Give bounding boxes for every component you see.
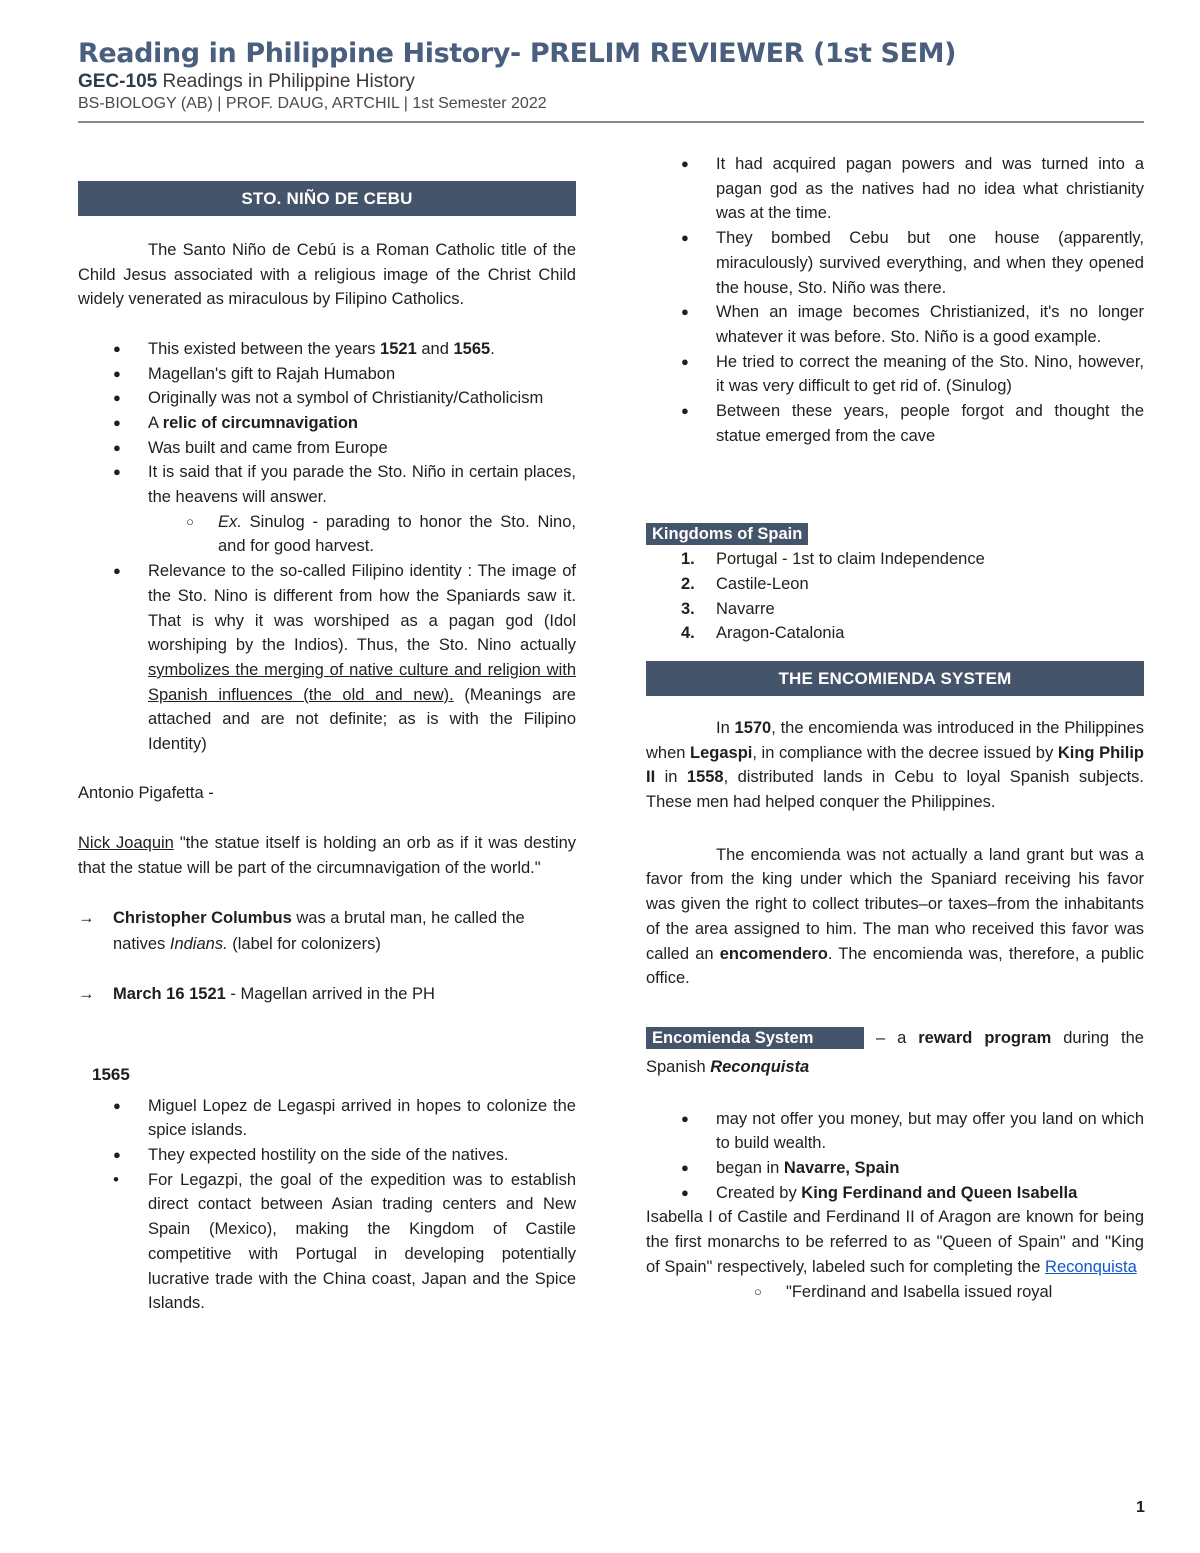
course-meta: BS-BIOLOGY (AB) | PROF. DAUG, ARTCHIL | 1st Semester 2022 (78, 95, 547, 112)
list-item: ● Between these years, people forgot and thought the statue emerged from the cave (646, 399, 1144, 448)
arrow-icon: → (78, 984, 95, 1003)
course-name: Readings in Philippine History (157, 71, 415, 92)
kingdom-number: 1. (681, 550, 695, 569)
year-heading-1565: 1565 (92, 1064, 130, 1084)
kingdom-number: 2. (681, 574, 695, 593)
royal-subbullet (646, 1280, 1144, 1305)
list-item: ● Originally was not a symbol of Christianity/Catholicism (78, 386, 576, 411)
kingdom-name: Castile-Leon (716, 574, 809, 593)
page-title: Reading in Philippine History- PRELIM REVIEWER (1st SEM) (78, 38, 957, 69)
header-divider (78, 121, 1144, 123)
reconquista-link[interactable]: Reconquista (1045, 1257, 1137, 1276)
section-heading-encomienda: THE ENCOMIENDA SYSTEM (646, 661, 1144, 696)
list-item: ● They expected hostility on the side of the natives. (78, 1143, 576, 1168)
nick-joaquin-quote: Nick Joaquin "the statue itself is holding an orb as if it was destiny that the statue will be part of the circumnavigation of the world." (78, 833, 577, 877)
list-item: ● Miguel Lopez de Legaspi arrived in hopes to colonize the spice islands. (78, 1094, 576, 1143)
encomienda-system-definition: Encomienda System – a reward program during the Spanish Reconquista (646, 1028, 1144, 1076)
sto-nino-bullets (78, 337, 576, 510)
legaspi-bullets (78, 1094, 576, 1316)
list-item: ● They bombed Cebu but one house (apparently, miraculously) survived everything, and when they opened the house, Sto. Niño was there. (646, 226, 1144, 300)
pigafetta-line: Antonio Pigafetta - (78, 784, 214, 803)
encomienda-paragraph-2: The encomienda was not actually a land grant but was a favor from the king under which the Spaniard receiving his favor was given the right to collect tributes–or taxes–from the inhabitants of the area assigned to him. The man who received this favor was called an encomendero. The encomienda was, therefore, a public office. (646, 845, 1144, 988)
kingdom-name: Navarre (716, 599, 775, 618)
magellan-arrival-note: → March 16 1521 - Magellan arrived in the PH (78, 981, 576, 1007)
course-code: GEC-105 (78, 71, 158, 92)
page-number: 1 (1136, 1499, 1145, 1516)
kingdom-item (646, 547, 1144, 572)
encomienda-paragraph-1: In 1570, the encomienda was introduced in the Philippines when Legaspi, in compliance with the decree issued by King Philip II in 1558, distributed lands in Cebu to loyal Spanish subjects. These men had helped conquer the Philippines. (646, 718, 1144, 812)
intro-paragraph: The Santo Niño de Cebú is a Roman Catholic title of the Child Jesus associated with a religious image of the Christ Child widely venerated as miraculous by Filipino Catholics. (78, 241, 576, 309)
kingdom-name: Portugal - 1st to claim Independence (716, 550, 985, 569)
course-line (78, 71, 1144, 93)
kingdoms-label-row (646, 522, 1144, 547)
encomienda-bullets (646, 1107, 1144, 1181)
list-item: ● Was built and came from Europe (78, 436, 576, 461)
list-item: ● This existed between the years 1521 and 1565. (78, 337, 576, 362)
kingdom-item (646, 572, 1144, 597)
list-item: • For Legazpi, the goal of the expedition was to establish direct contact between Asian trading centers and New Spain (Mexico), making the Kingdom of Castile competitive with Portugal in developing potentially lucrative trade with the China coast, Japan and the Spice Islands. (78, 1168, 576, 1316)
list-item: ● Magellan's gift to Rajah Humabon (78, 362, 576, 387)
identity-bullet (78, 559, 576, 757)
list-item: ● began in Navarre, Spain (646, 1156, 1144, 1181)
kingdom-item (646, 597, 1144, 622)
encomienda-system-label: Encomienda System (646, 1027, 864, 1049)
sto-nino-continued-bullets (646, 152, 1144, 448)
list-item: ● may not offer you money, but may offer you land on which to build wealth. (646, 1107, 1144, 1156)
kingdom-item (646, 621, 1144, 646)
kingdom-number: 3. (681, 599, 695, 618)
kingdom-number: 4. (681, 624, 695, 643)
left-column (78, 181, 576, 1316)
sto-nino-subbullets (78, 510, 576, 559)
kingdom-name: Aragon-Catalonia (716, 624, 845, 643)
section-heading-sto-nino: STO. NIÑO DE CEBU (78, 181, 576, 216)
list-item: ● A relic of circumnavigation (78, 411, 576, 436)
right-column (646, 152, 1144, 1304)
isabella-paragraph: Isabella I of Castile and Ferdinand II of Aragon are known for being the first monarchs to be referred to as "Queen of Spain" and "King of Spain" respectively, labeled such for completing the Reconquista (646, 1208, 1144, 1276)
list-item: ○ Ex. Sinulog - parading to honor the Sto. Nino, and for good harvest. (78, 510, 576, 559)
arrow-icon: → (78, 908, 95, 927)
list-item: ○ "Ferdinand and Isabella issued royal (646, 1280, 1144, 1305)
created-by-line: ● Created by King Ferdinand and Queen Isabella (681, 1183, 1078, 1202)
list-item: ● It had acquired pagan powers and was turned into a pagan god as the natives had no idea what christianity was at the time. (646, 152, 1144, 226)
document-header (78, 38, 1144, 113)
list-item: ● He tried to correct the meaning of the Sto. Nino, however, it was very difficult to get rid of. (Sinulog) (646, 350, 1144, 399)
kingdoms-list (646, 547, 1144, 646)
list-item: ● Relevance to the so-called Filipino identity : The image of the Sto. Nino is different from how the Spaniards saw it. That is why it was worshiped as a pagan god (Idol worshiping by the Indios). Thus, the Sto. Nino actually symbolizes the merging of native culture and religion with Spanish influences (the old and new). (Meanings are attached and are not definite; as is with the Filipino Identity) (78, 559, 576, 757)
list-item: ● When an image becomes Christianized, it's no longer whatever it was before. Sto. Niño is a good example. (646, 300, 1144, 349)
list-item: ● It is said that if you parade the Sto. Niño in certain places, the heavens will answer. (78, 460, 576, 509)
kingdoms-label: Kingdoms of Spain (646, 523, 808, 545)
columbus-note: → Christopher Columbus was a brutal man, he called the natives Indians. (label for colonizers) (78, 905, 576, 957)
